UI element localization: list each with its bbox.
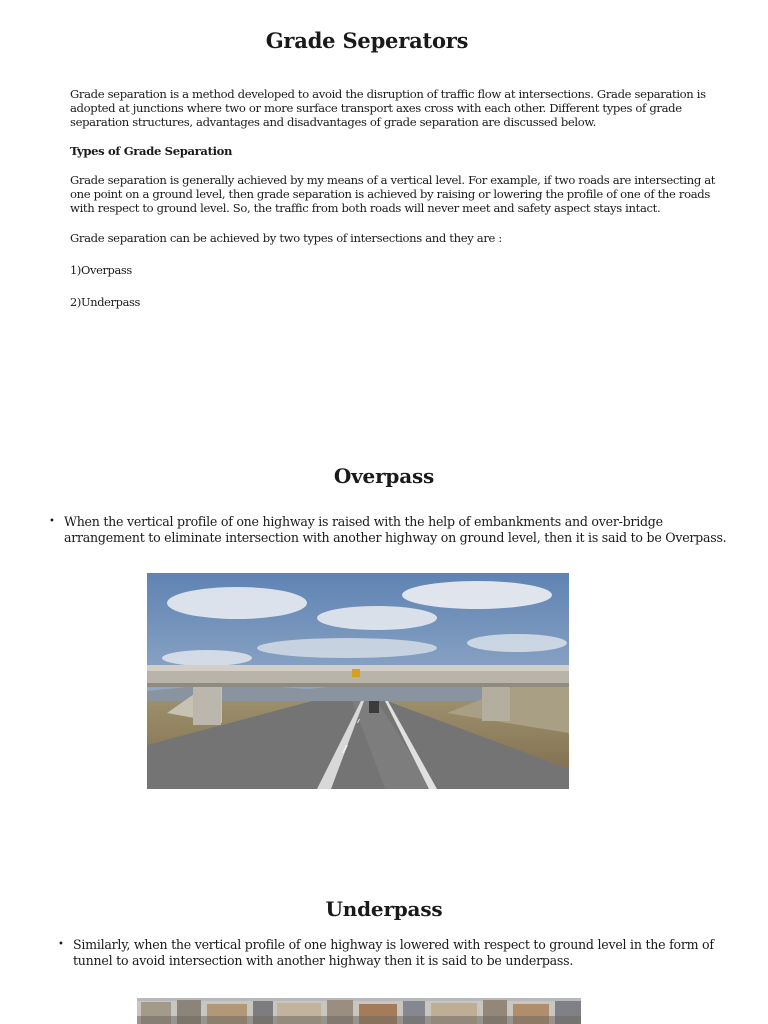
city-skyline-photo-icon <box>137 998 581 1024</box>
types-heading: Types of Grade Separation <box>70 144 233 158</box>
types-paragraph: Grade separation is generally achieved by my means of a vertical level. For example, if two roads are intersecting at one point on a ground level, then grade separation is achieved by raising or lowering the profile of one of the roads with respect to ground level. So, the traffic from both roads will never meet and safety aspect stays intact. <box>70 173 716 216</box>
underpass-heading: Underpass <box>325 897 443 921</box>
page-title: Grade Seperators <box>265 28 469 53</box>
overpass-bullet-text: When the vertical profile of one highway is raised with the help of embankments and over-bridge arrangement to eliminate intersection with another highway on ground level, then it is said to be Overpass. <box>64 514 727 546</box>
underpass-bullet <box>58 937 718 969</box>
list-item-overpass: 1)Overpass <box>70 263 132 277</box>
intersections-paragraph: Grade separation can be achieved by two types of intersections and they are : <box>70 231 502 245</box>
underpass-photo <box>137 998 581 1024</box>
overpass-heading: Overpass <box>333 464 435 488</box>
overpass-photo <box>147 573 569 789</box>
bullet-icon: • <box>58 939 64 950</box>
list-item-underpass: 2)Underpass <box>70 295 141 309</box>
overpass-bullet <box>49 514 729 546</box>
intro-paragraph: Grade separation is a method developed to avoid the disruption of traffic flow at intersections. Grade separation is adopted at junctions where two or more surface transport axes cross with each other. Different types of grade separation structures, advantages and disadvantages of grade separation are discussed below. <box>70 87 706 130</box>
underpass-bullet-text: Similarly, when the vertical profile of one highway is lowered with respect to ground level in the form of tunnel to avoid intersection with another highway then it is said to be underpass. <box>73 937 714 969</box>
overpass-bridge-photo-icon <box>147 573 569 789</box>
bullet-icon: • <box>49 516 55 527</box>
